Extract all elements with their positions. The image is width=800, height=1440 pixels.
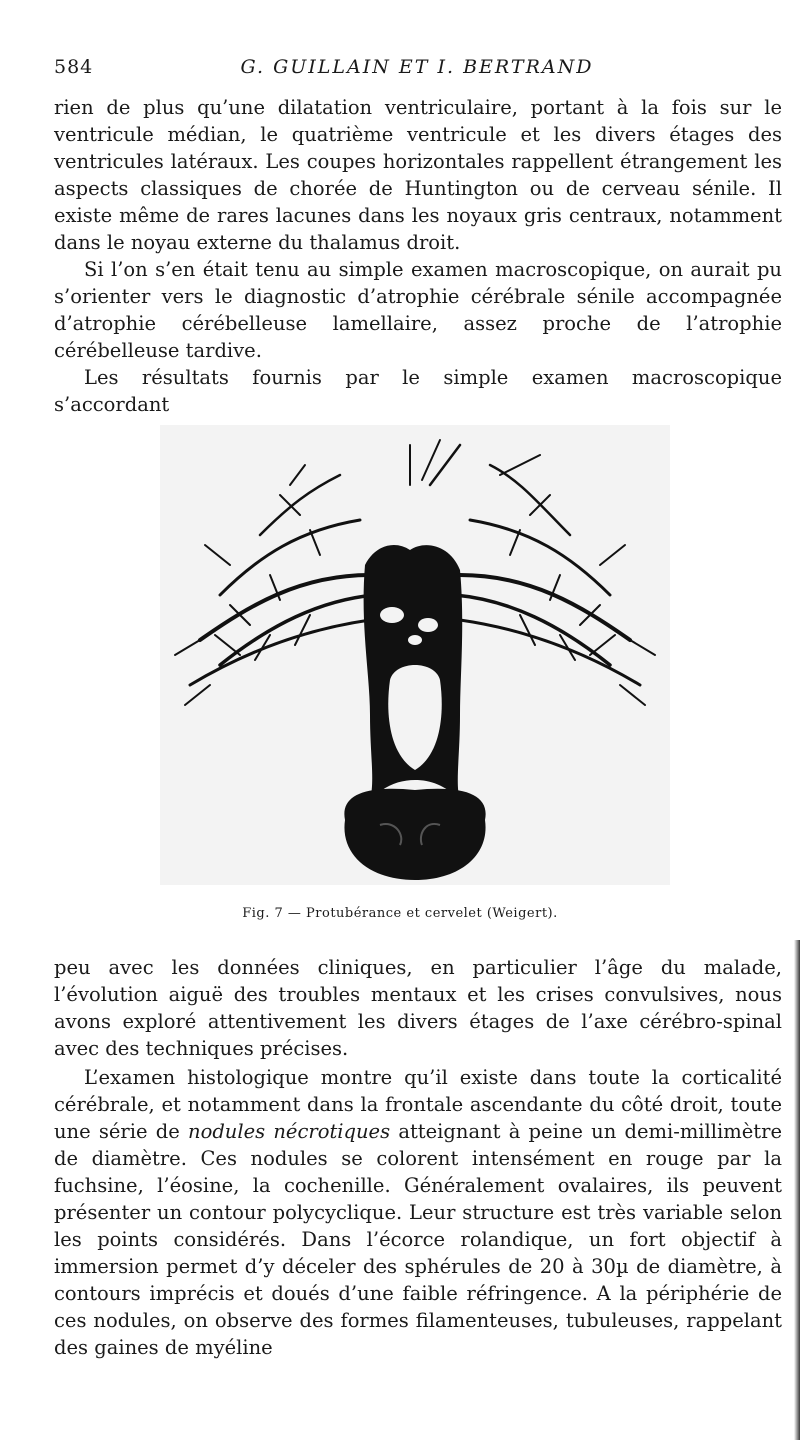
paragraph-1: rien de plus qu’une dilatation ventriculaire, portant à la fois sur le ventricule médian, le quatrième ventricule et les divers étages des ventricules latéraux. Les coupes horizontales rappellent étrangement les aspects classiques de chorée de Huntington ou de cerveau sénile. Il existe même de rares lacunes dans les noyaux gris centraux, notamment dans le noyau externe du thalamus droit. [54, 96, 782, 254]
running-head: G. GUILLAIN ET I. BERTRAND [240, 56, 594, 78]
figure-histology-image [160, 425, 670, 885]
paragraph-4: peu avec les données cliniques, en particulier l’âge du malade, l’évolution aiguë des troubles mentaux et les crises convulsives, nous avons exploré attentivement les divers étages de l’axe cérébro-spinal avec des techniques précises. [54, 956, 782, 1060]
paragraph-5-emphasis: nodules nécrotiques [188, 1120, 391, 1143]
figure-caption: Fig. 7 — Protubérance et cervelet (Weigert). [242, 906, 558, 921]
paragraph-3: Les résultats fournis par le simple examen macroscopique s’accordant [54, 366, 782, 416]
pons-cerebellum-stain-icon [160, 425, 670, 885]
paragraph-5 [54, 1064, 782, 1361]
paragraph-5-end: atteignant à peine un demi-millimètre de diamètre. Ces nodules se colorent intensément en rouge par la fuchsine, l’éosine, la cochenille. Généralement ovalaires, ils peuvent présenter un contour polycyclique. Leur structure est très variable selon les points considérés. Dans l’écorce rolandique, un fort objectif à immersion permet d’y déceler des sphérules de 20 à 30µ de diamètre, à contours imprécis et doués d’une faible réfringence. A la périphérie de ces nodules, on observe des formes filamenteuses, tubuleuses, rappelant des gaines de myéline [54, 1120, 782, 1359]
paragraph-5-start: L’examen histologique montre qu’il existe dans toute la corticalité cérébrale, et notamment dans la frontale ascendante du côté droit, toute une série de [54, 1066, 782, 1143]
page-header [54, 56, 780, 86]
page-edge-shadow [794, 940, 800, 1440]
paragraph-2: Si l’on s’en était tenu au simple examen macroscopique, on aurait pu s’orienter vers le diagnostic d’atrophie cérébrale sénile accompagnée d’atrophie cérébelleuse lamellaire, assez proche de l’atrophie cérébelleuse tardive. [54, 258, 782, 362]
page-number: 584 [54, 56, 94, 78]
